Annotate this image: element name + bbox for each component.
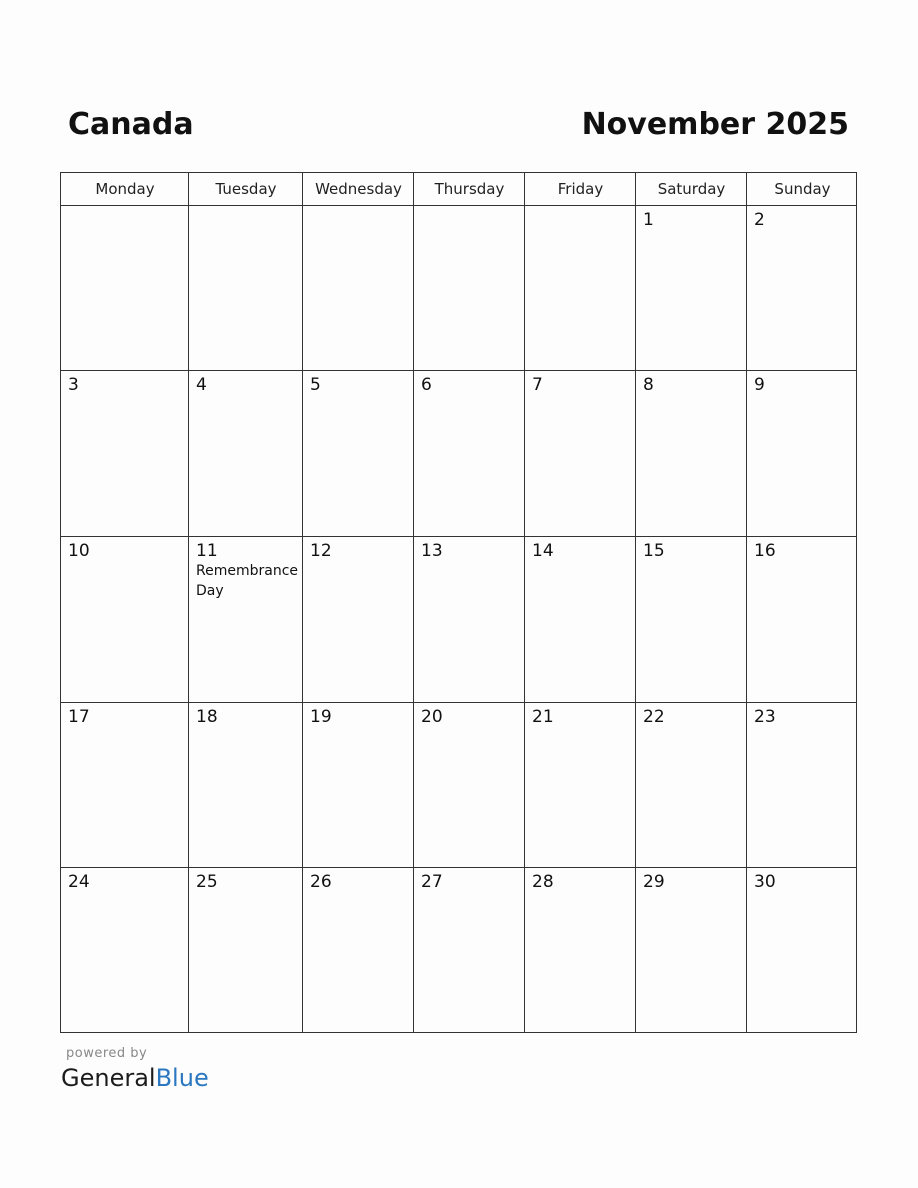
day-number: 15 [643,541,665,561]
day-cell[interactable] [414,206,525,371]
brand-name-part2: Blue [155,1064,209,1092]
day-cell[interactable] [747,703,858,868]
day-cell[interactable] [747,371,858,537]
day-number: 20 [421,707,443,727]
day-cell[interactable] [525,206,636,371]
day-number: 27 [421,872,443,892]
day-cell[interactable] [636,703,747,868]
day-number: 14 [532,541,554,561]
day-cell[interactable] [525,703,636,868]
powered-by-label: powered by [66,1046,148,1061]
brand-name-part1: General [61,1064,156,1092]
day-number: 9 [754,375,765,395]
day-cell[interactable] [303,703,414,868]
day-number: 8 [643,375,654,395]
holiday-label: Remembrance Day [196,563,299,599]
day-number: 11 [196,541,218,561]
day-cell[interactable] [414,371,525,537]
day-cell[interactable] [189,537,303,703]
day-cell[interactable] [747,206,858,371]
day-number: 22 [643,707,665,727]
weekday-header-sunday: Sunday [774,180,831,198]
day-number: 1 [643,210,654,230]
day-number: 26 [310,872,332,892]
day-cell[interactable] [189,206,303,371]
day-cell[interactable] [525,371,636,537]
day-cell[interactable] [61,703,189,868]
day-number: 28 [532,872,554,892]
weekday-header-thursday: Thursday [434,180,505,198]
day-number: 6 [421,375,432,395]
day-number: 4 [196,375,207,395]
day-number: 7 [532,375,543,395]
weekday-header-friday: Friday [557,180,604,198]
day-number: 5 [310,375,321,395]
month-year-title: November 2025 [581,107,849,142]
day-number: 19 [310,707,332,727]
day-cell[interactable] [414,537,525,703]
weekday-header-saturday: Saturday [657,180,726,198]
day-number: 3 [68,375,79,395]
day-cell[interactable] [189,703,303,868]
weekday-header-wednesday: Wednesday [315,180,402,198]
day-cell[interactable] [747,868,858,1034]
day-cell[interactable] [636,537,747,703]
day-number: 2 [754,210,765,230]
day-number: 30 [754,872,776,892]
day-cell[interactable] [525,868,636,1034]
day-cell[interactable] [303,868,414,1034]
day-number: 25 [196,872,218,892]
day-number: 16 [754,541,776,561]
calendar-grid [60,172,857,1033]
day-number: 17 [68,707,90,727]
day-cell[interactable] [636,868,747,1034]
day-cell[interactable] [189,371,303,537]
day-number: 12 [310,541,332,561]
day-cell[interactable] [303,206,414,371]
day-cell[interactable] [414,703,525,868]
generalblue-logo[interactable] [61,1063,209,1093]
day-cell[interactable] [61,868,189,1034]
day-cell[interactable] [61,371,189,537]
weekday-header-tuesday: Tuesday [215,180,277,198]
country-title: Canada [68,107,194,142]
day-number: 24 [68,872,90,892]
day-cell[interactable] [61,206,189,371]
day-cell[interactable] [303,371,414,537]
day-cell[interactable] [747,537,858,703]
day-cell[interactable] [636,371,747,537]
day-cell[interactable] [525,537,636,703]
day-number: 23 [754,707,776,727]
day-number: 10 [68,541,90,561]
day-cell[interactable] [636,206,747,371]
weekday-header-monday: Monday [95,180,155,198]
day-cell[interactable] [61,537,189,703]
day-cell[interactable] [414,868,525,1034]
day-number: 18 [196,707,218,727]
day-number: 13 [421,541,443,561]
day-number: 29 [643,872,665,892]
day-cell[interactable] [189,868,303,1034]
day-cell[interactable] [303,537,414,703]
day-number: 21 [532,707,554,727]
